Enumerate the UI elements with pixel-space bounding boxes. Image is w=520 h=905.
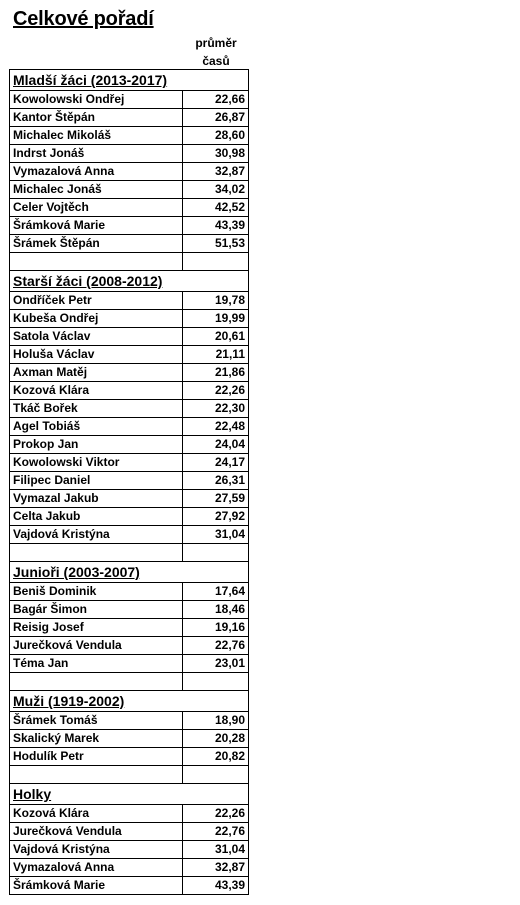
competitor-name: Bagár Šimon	[10, 601, 183, 619]
competitor-name: Šrámková Marie	[10, 217, 183, 235]
category-header-row	[10, 784, 249, 805]
competitor-name: Axman Matěj	[10, 364, 183, 382]
average-time: 22,26	[183, 805, 249, 823]
average-time: 27,92	[183, 508, 249, 526]
average-time: 21,86	[183, 364, 249, 382]
table-row	[10, 712, 249, 730]
category-header-row	[10, 70, 249, 91]
competitor-name: Šrámek Štěpán	[10, 235, 183, 253]
spacer-row	[10, 673, 249, 691]
table-row	[10, 328, 249, 346]
competitor-name: Vajdová Kristýna	[10, 526, 183, 544]
table-row	[10, 637, 249, 655]
average-time: 19,99	[183, 310, 249, 328]
table-row	[10, 841, 249, 859]
competitor-name: Michalec Jonáš	[10, 181, 183, 199]
category-header-row	[10, 691, 249, 712]
average-time: 24,04	[183, 436, 249, 454]
competitor-name: Kowolowski Ondřej	[10, 91, 183, 109]
category-title: Mladší žáci (2013-2017)	[10, 70, 249, 91]
average-time: 26,31	[183, 472, 249, 490]
competitor-name: Reisig Josef	[10, 619, 183, 637]
table-row	[10, 400, 249, 418]
empty-cell	[10, 673, 183, 691]
average-time: 32,87	[183, 163, 249, 181]
competitor-name: Filipec Daniel	[10, 472, 183, 490]
competitor-name: Hodulík Petr	[10, 748, 183, 766]
category-title: Muži (1919-2002)	[10, 691, 249, 712]
empty-cell	[10, 253, 183, 271]
competitor-name: Vymazal Jakub	[10, 490, 183, 508]
competitor-name: Šrámek Tomáš	[10, 712, 183, 730]
competitor-name: Prokop Jan	[10, 436, 183, 454]
empty-cell	[10, 766, 183, 784]
average-time: 20,82	[183, 748, 249, 766]
competitor-name: Jurečková Vendula	[10, 637, 183, 655]
table-row	[10, 472, 249, 490]
table-row	[10, 655, 249, 673]
average-time: 20,28	[183, 730, 249, 748]
competitor-name: Vajdová Kristýna	[10, 841, 183, 859]
average-time: 22,66	[183, 91, 249, 109]
average-time: 24,17	[183, 454, 249, 472]
average-time: 30,98	[183, 145, 249, 163]
competitor-name: Kozová Klára	[10, 382, 183, 400]
competitor-name: Šrámková Marie	[10, 877, 183, 895]
table-row	[10, 127, 249, 145]
results-table	[9, 69, 249, 895]
average-time: 31,04	[183, 526, 249, 544]
empty-cell	[183, 673, 249, 691]
table-row	[10, 859, 249, 877]
average-time: 22,26	[183, 382, 249, 400]
competitor-name: Agel Tobiáš	[10, 418, 183, 436]
average-time: 28,60	[183, 127, 249, 145]
average-time: 26,87	[183, 109, 249, 127]
average-time: 19,78	[183, 292, 249, 310]
table-row	[10, 730, 249, 748]
spacer-row	[10, 544, 249, 562]
competitor-name: Kantor Štěpán	[10, 109, 183, 127]
average-time: 19,16	[183, 619, 249, 637]
competitor-name: Tkáč Bořek	[10, 400, 183, 418]
competitor-name: Vymazalová Anna	[10, 859, 183, 877]
competitor-name: Satola Václav	[10, 328, 183, 346]
competitor-name: Celta Jakub	[10, 508, 183, 526]
average-time: 18,90	[183, 712, 249, 730]
category-header-row	[10, 271, 249, 292]
average-time: 18,46	[183, 601, 249, 619]
average-time: 32,87	[183, 859, 249, 877]
category-title: Holky	[10, 784, 249, 805]
empty-cell	[183, 766, 249, 784]
competitor-name: Kubeša Ondřej	[10, 310, 183, 328]
competitor-name: Beniš Dominik	[10, 583, 183, 601]
competitor-name: Celer Vojtěch	[10, 199, 183, 217]
table-row	[10, 91, 249, 109]
spacer-row	[10, 766, 249, 784]
competitor-name: Kozová Klára	[10, 805, 183, 823]
average-time-column-header	[182, 34, 250, 70]
table-row	[10, 217, 249, 235]
average-time: 43,39	[183, 217, 249, 235]
average-time: 34,02	[183, 181, 249, 199]
empty-cell	[183, 253, 249, 271]
table-row	[10, 805, 249, 823]
column-header-line-2: časů	[202, 54, 230, 68]
competitor-name: Vymazalová Anna	[10, 163, 183, 181]
table-row	[10, 619, 249, 637]
average-time: 42,52	[183, 199, 249, 217]
table-row	[10, 454, 249, 472]
competitor-name: Jurečková Vendula	[10, 823, 183, 841]
average-time: 22,76	[183, 637, 249, 655]
average-time: 22,30	[183, 400, 249, 418]
average-time: 21,11	[183, 346, 249, 364]
competitor-name: Indrst Jonáš	[10, 145, 183, 163]
competitor-name: Téma Jan	[10, 655, 183, 673]
spacer-row	[10, 253, 249, 271]
competitor-name: Holuša Václav	[10, 346, 183, 364]
category-header-row	[10, 562, 249, 583]
empty-cell	[10, 544, 183, 562]
category-title: Starší žáci (2008-2012)	[10, 271, 249, 292]
table-row	[10, 163, 249, 181]
column-header-line-1: průměr	[195, 36, 237, 50]
table-row	[10, 748, 249, 766]
competitor-name: Ondříček Petr	[10, 292, 183, 310]
table-row	[10, 823, 249, 841]
table-row	[10, 109, 249, 127]
results-table-body	[10, 70, 249, 895]
table-row	[10, 382, 249, 400]
empty-cell	[183, 544, 249, 562]
table-row	[10, 346, 249, 364]
competitor-name: Kowolowski Viktor	[10, 454, 183, 472]
table-row	[10, 508, 249, 526]
table-row	[10, 199, 249, 217]
competitor-name: Michalec Mikoláš	[10, 127, 183, 145]
table-row	[10, 235, 249, 253]
average-time: 17,64	[183, 583, 249, 601]
table-row	[10, 436, 249, 454]
table-row	[10, 601, 249, 619]
table-row	[10, 418, 249, 436]
table-row	[10, 364, 249, 382]
table-row	[10, 583, 249, 601]
table-row	[10, 181, 249, 199]
average-time: 22,76	[183, 823, 249, 841]
average-time: 43,39	[183, 877, 249, 895]
table-row	[10, 145, 249, 163]
competitor-name: Skalický Marek	[10, 730, 183, 748]
average-time: 51,53	[183, 235, 249, 253]
table-row	[10, 490, 249, 508]
table-row	[10, 310, 249, 328]
table-row	[10, 877, 249, 895]
table-row	[10, 526, 249, 544]
average-time: 20,61	[183, 328, 249, 346]
average-time: 23,01	[183, 655, 249, 673]
table-row	[10, 292, 249, 310]
average-time: 22,48	[183, 418, 249, 436]
average-time: 31,04	[183, 841, 249, 859]
page-title: Celkové pořadí	[13, 8, 154, 30]
average-time: 27,59	[183, 490, 249, 508]
category-title: Junioři (2003-2007)	[10, 562, 249, 583]
